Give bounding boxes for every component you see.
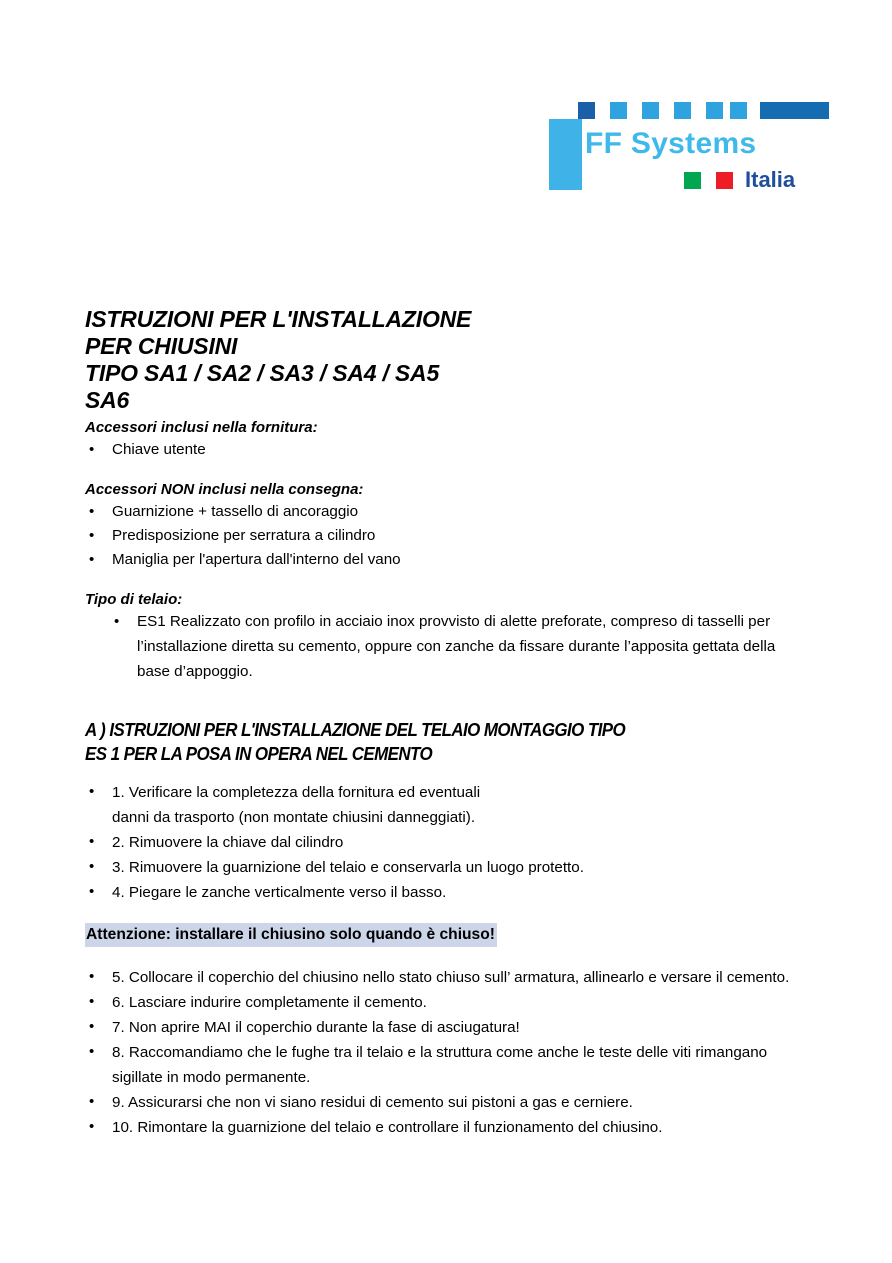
logo-country-text: Italia — [745, 167, 796, 192]
bullet-icon: • — [89, 1118, 95, 1135]
section-a-heading — [85, 718, 825, 766]
list-item — [85, 500, 825, 524]
list-item-label: 9. Assicurarsi che non vi siano residui di cemento sui pistoni a gas e cerniere. — [112, 1094, 633, 1111]
attention-note: Attenzione: installare il chiusino solo quando è chiuso! — [85, 923, 497, 947]
list-item-label: Predisposizione per serratura a cilindro — [112, 527, 376, 544]
bullet-icon: • — [89, 441, 95, 458]
list-item-label: 8. Raccomandiamo che le fughe tra il telaio e la struttura come anche le teste delle viti rimangano — [112, 1044, 768, 1061]
list-item — [85, 610, 825, 634]
logo-bar — [760, 102, 829, 119]
bullet-icon: • — [89, 993, 95, 1010]
spacer — [85, 462, 825, 476]
bullet-icon: • — [114, 613, 120, 630]
spacer — [85, 905, 825, 923]
section-a-heading-line-1: A ) ISTRUZIONI PER L'INSTALLAZIONE DEL TELAIO MONTAGGIO TIPO — [85, 720, 626, 740]
list-item-label: Maniglia per l'apertura dall'interno del vano — [112, 551, 401, 568]
spacer — [85, 766, 825, 780]
list-item — [85, 524, 825, 548]
list-item — [85, 965, 825, 990]
logo-square-6 — [730, 102, 747, 119]
list-item-label: 1. Verificare la completezza della fornitura ed eventuali — [112, 784, 481, 801]
list-item — [85, 880, 825, 905]
page-title-line-1: ISTRUZIONI PER L'INSTALLAZIONE — [85, 306, 472, 332]
logo-square-2 — [610, 102, 627, 119]
page-title-line-3: TIPO SA1 / SA2 / SA3 / SA4 / SA5 — [85, 360, 440, 386]
document-body — [85, 306, 825, 1140]
included-accessories-heading: Accessori inclusi nella fornitura: — [85, 419, 318, 436]
spacer — [85, 947, 825, 965]
bullet-icon: • — [89, 1043, 95, 1060]
page-title-line-2: PER CHIUSINI — [85, 333, 238, 359]
included-accessories-list — [85, 438, 825, 462]
page-title-line-4: SA6 — [85, 387, 130, 413]
list-item — [85, 438, 825, 462]
company-logo — [540, 96, 830, 206]
steps-list-after-note-rest — [85, 1090, 825, 1140]
logo-brand-text: FF Systems — [585, 127, 757, 160]
section-a-heading-line-2: ES 1 PER LA POSA IN OPERA NEL CEMENTO — [85, 744, 433, 764]
list-item — [85, 1090, 825, 1115]
list-item — [85, 548, 825, 572]
not-included-accessories-heading: Accessori NON inclusi nella consegna: — [85, 481, 364, 498]
list-item-label: 5. Collocare il coperchio del chiusino nello stato chiuso sull’ armatura, allinearlo e versare il cemento. — [112, 969, 790, 986]
bullet-icon: • — [89, 1093, 95, 1110]
bullet-icon: • — [89, 858, 95, 875]
step-8-continuation: sigillate in modo permanente. — [112, 1069, 311, 1086]
list-item — [85, 855, 825, 880]
list-item — [85, 830, 825, 855]
list-item-label: Guarnizione + tassello di ancoraggio — [112, 503, 359, 520]
list-item — [85, 1115, 825, 1140]
bullet-icon: • — [89, 783, 95, 800]
list-item-label: 3. Rimuovere la guarnizione del telaio e conservarla un luogo protetto. — [112, 859, 584, 876]
bullet-icon: • — [89, 503, 95, 520]
flag-square-green — [684, 172, 701, 189]
frame-type-list — [85, 610, 825, 634]
list-item-label: 6. Lasciare indurire completamente il cemento. — [112, 994, 427, 1011]
bullet-icon: • — [89, 968, 95, 985]
list-item — [85, 990, 825, 1015]
list-item-label: 4. Piegare le zanche verticalmente verso il basso. — [112, 884, 447, 901]
bullet-icon: • — [89, 551, 95, 568]
bullet-icon: • — [89, 527, 95, 544]
list-item-label: Chiave utente — [112, 441, 206, 458]
spacer — [85, 572, 825, 586]
steps-list-before-note — [85, 780, 825, 805]
frame-type-continuation-2: base d’appoggio. — [137, 663, 253, 680]
list-item-label: 7. Non aprire MAI il coperchio durante la fase di asciugatura! — [112, 1019, 520, 1036]
logo-square-4 — [674, 102, 691, 119]
list-item — [85, 1040, 825, 1065]
bullet-icon: • — [89, 1018, 95, 1035]
list-item-label: 10. Rimontare la guarnizione del telaio e controllare il funzionamento del chiusino. — [112, 1119, 663, 1136]
not-included-accessories-list — [85, 500, 825, 572]
list-item-label: ES1 Realizzato con profilo in acciaio inox provvisto di alette preforate, compreso di tasselli per — [137, 613, 771, 630]
frame-type-continuation-1: l’installazione diretta su cemento, oppure con zanche da fissare durante l’apposita gettata della — [137, 638, 776, 655]
logo-square-5 — [706, 102, 723, 119]
logo-square-3 — [642, 102, 659, 119]
steps-list-before-note-rest — [85, 830, 825, 905]
attention-note-wrapper — [85, 923, 825, 947]
bullet-icon: • — [89, 833, 95, 850]
bullet-icon: • — [89, 883, 95, 900]
logo-square-1 — [578, 102, 595, 119]
step-1-continuation: danni da trasporto (non montate chiusini danneggiati). — [112, 809, 476, 826]
list-item — [85, 1015, 825, 1040]
steps-list-after-note — [85, 965, 825, 1065]
list-item-label: 2. Rimuovere la chiave dal cilindro — [112, 834, 344, 851]
list-item — [85, 780, 825, 805]
spacer — [85, 684, 825, 718]
page-title — [85, 306, 825, 414]
logo-block-large — [549, 119, 582, 190]
flag-square-red — [716, 172, 733, 189]
frame-type-heading: Tipo di telaio: — [85, 591, 183, 608]
